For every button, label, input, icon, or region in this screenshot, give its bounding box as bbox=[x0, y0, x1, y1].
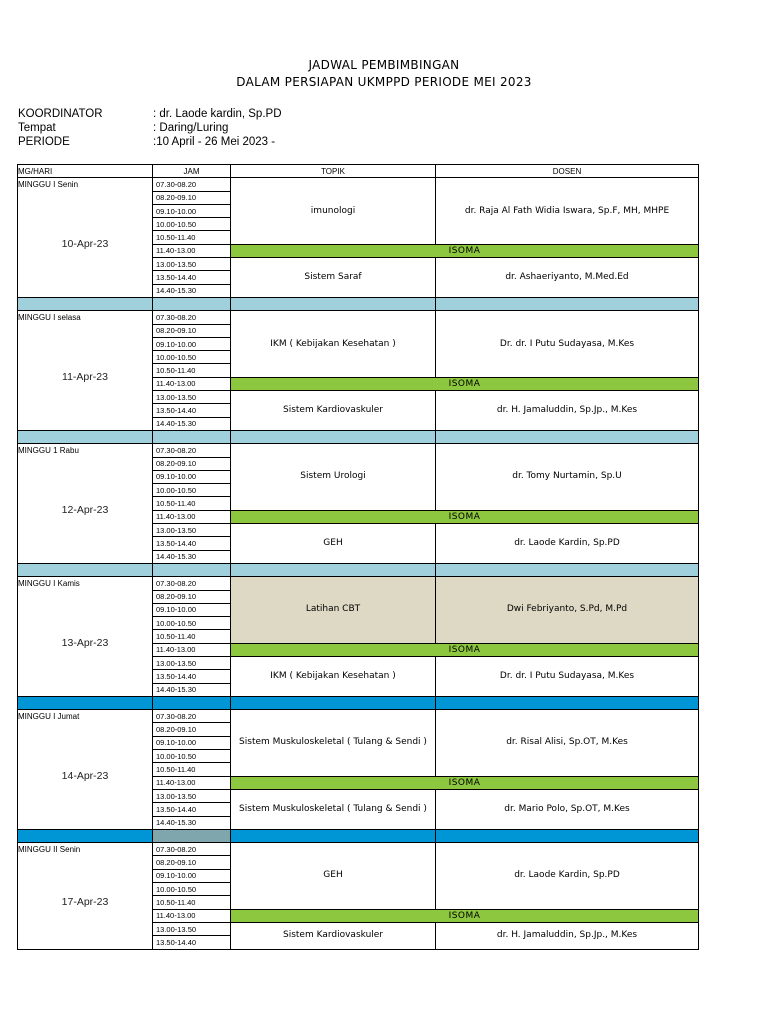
schedule-row bbox=[18, 710, 699, 723]
time-slot: 13.50-14.40 bbox=[153, 271, 231, 284]
time-slot: 13.00-13.50 bbox=[153, 524, 231, 537]
time-slot: 08.20-09.10 bbox=[153, 723, 231, 736]
separator-cell bbox=[436, 297, 699, 310]
time-slot: 14.40-15.30 bbox=[153, 683, 231, 696]
separator-cell bbox=[153, 297, 231, 310]
time-slot: 08.20-09.10 bbox=[153, 856, 231, 869]
day-separator-row bbox=[18, 563, 699, 576]
time-slot: 07.30-08.20 bbox=[153, 444, 231, 457]
time-slot: 13.00-13.50 bbox=[153, 258, 231, 271]
col-header-jam: JAM bbox=[153, 165, 231, 178]
lecturer-cell: dr. Ashaeriyanto, M.Med.Ed bbox=[436, 258, 699, 298]
time-slot: 09.10-10.00 bbox=[153, 470, 231, 483]
lecturer-cell: dr. H. Jamaluddin, Sp.Jp., M.Kes bbox=[436, 391, 699, 431]
time-slot: 07.30-08.20 bbox=[153, 843, 231, 856]
separator-cell bbox=[436, 829, 699, 842]
separator-cell bbox=[18, 297, 153, 310]
table-header-row bbox=[18, 165, 699, 178]
isoma-break: ISOMA bbox=[231, 510, 699, 523]
topic-cell: imunologi bbox=[231, 178, 436, 244]
schedule-row bbox=[18, 843, 699, 856]
time-slot: 14.40-15.30 bbox=[153, 816, 231, 829]
separator-cell bbox=[436, 563, 699, 576]
time-slot: 11.40-13.00 bbox=[153, 244, 231, 257]
time-slot: 09.10-10.00 bbox=[153, 204, 231, 217]
time-slot: 13.00-13.50 bbox=[153, 922, 231, 935]
info-value: : Daring/Luring bbox=[153, 122, 229, 134]
time-slot: 07.30-08.20 bbox=[153, 178, 231, 191]
separator-cell bbox=[153, 563, 231, 576]
topic-cell: Sistem Urologi bbox=[231, 444, 436, 510]
time-slot: 11.40-13.00 bbox=[153, 643, 231, 656]
time-slot: 13.00-13.50 bbox=[153, 789, 231, 802]
day-label: MINGGU II Senin bbox=[18, 843, 153, 856]
day-separator-row bbox=[18, 297, 699, 310]
day-date: 17-Apr-23 bbox=[18, 856, 153, 949]
day-label: MINGGU I Jumat bbox=[18, 710, 153, 723]
lecturer-cell: Dr. dr. I Putu Sudayasa, M.Kes bbox=[436, 656, 699, 696]
day-separator-row bbox=[18, 430, 699, 443]
schedule-row bbox=[18, 444, 699, 457]
topic-cell: IKM ( Kebijakan Kesehatan ) bbox=[231, 656, 436, 696]
separator-cell bbox=[153, 829, 231, 842]
lecturer-cell: dr. Mario Polo, Sp.OT, M.Kes bbox=[436, 789, 699, 829]
col-header-dosen: DOSEN bbox=[436, 165, 699, 178]
topic-cell: Sistem Saraf bbox=[231, 258, 436, 298]
day-date: 10-Apr-23 bbox=[18, 191, 153, 297]
isoma-break: ISOMA bbox=[231, 776, 699, 789]
info-tempat bbox=[18, 122, 228, 134]
time-slot: 10.50-11.40 bbox=[153, 896, 231, 909]
time-slot: 10.00-10.50 bbox=[153, 484, 231, 497]
separator-cell bbox=[231, 297, 436, 310]
separator-cell bbox=[436, 696, 699, 709]
info-value: :10 April - 26 Mei 2023 - bbox=[153, 136, 276, 148]
day-separator-row bbox=[18, 696, 699, 709]
time-slot: 08.20-09.10 bbox=[153, 324, 231, 337]
lecturer-cell: dr. Laode Kardin, Sp.PD bbox=[436, 524, 699, 564]
time-slot: 10.00-10.50 bbox=[153, 617, 231, 630]
time-slot: 13.50-14.40 bbox=[153, 404, 231, 417]
document-title: JADWAL PEMBIMBINGAN bbox=[308, 58, 460, 72]
schedule-table bbox=[17, 164, 699, 950]
time-slot: 10.00-10.50 bbox=[153, 883, 231, 896]
time-slot: 13.00-13.50 bbox=[153, 656, 231, 669]
separator-cell bbox=[231, 696, 436, 709]
time-slot: 11.40-13.00 bbox=[153, 377, 231, 390]
schedule-row bbox=[18, 311, 699, 324]
lecturer-cell: dr. Raja Al Fath Widia Iswara, Sp.F, MH, MHPE bbox=[436, 178, 699, 244]
day-label: MINGGU I Kamis bbox=[18, 577, 153, 590]
time-slot: 13.50-14.40 bbox=[153, 670, 231, 683]
time-slot: 13.00-13.50 bbox=[153, 391, 231, 404]
time-slot: 09.10-10.00 bbox=[153, 869, 231, 882]
day-date: 11-Apr-23 bbox=[18, 324, 153, 430]
lecturer-cell: dr. H. Jamaluddin, Sp.Jp., M.Kes bbox=[436, 922, 699, 949]
time-slot: 07.30-08.20 bbox=[153, 311, 231, 324]
separator-cell bbox=[436, 430, 699, 443]
time-slot: 07.30-08.20 bbox=[153, 577, 231, 590]
time-slot: 08.20-09.10 bbox=[153, 191, 231, 204]
day-date: 14-Apr-23 bbox=[18, 723, 153, 829]
time-slot: 10.00-10.50 bbox=[153, 218, 231, 231]
lecturer-cell: Dwi Febriyanto, S.Pd, M.Pd bbox=[436, 577, 699, 643]
time-slot: 10.50-11.40 bbox=[153, 364, 231, 377]
time-slot: 10.50-11.40 bbox=[153, 231, 231, 244]
time-slot: 07.30-08.20 bbox=[153, 710, 231, 723]
time-slot: 10.50-11.40 bbox=[153, 763, 231, 776]
time-slot: 08.20-09.10 bbox=[153, 590, 231, 603]
topic-cell: Sistem Kardiovaskuler bbox=[231, 391, 436, 431]
lecturer-cell: dr. Tomy Nurtamin, Sp.U bbox=[436, 444, 699, 510]
separator-cell bbox=[18, 430, 153, 443]
separator-cell bbox=[18, 829, 153, 842]
separator-cell bbox=[153, 430, 231, 443]
isoma-break: ISOMA bbox=[231, 643, 699, 656]
topic-cell: GEH bbox=[231, 843, 436, 909]
separator-cell bbox=[153, 696, 231, 709]
topic-cell: Sistem Muskuloskeletal ( Tulang & Sendi ) bbox=[231, 789, 436, 829]
time-slot: 08.20-09.10 bbox=[153, 457, 231, 470]
info-koordinator bbox=[18, 108, 282, 120]
isoma-break: ISOMA bbox=[231, 909, 699, 922]
schedule-row bbox=[18, 178, 699, 191]
separator-cell bbox=[231, 563, 436, 576]
lecturer-cell: dr. Laode Kardin, Sp.PD bbox=[436, 843, 699, 909]
time-slot: 09.10-10.00 bbox=[153, 736, 231, 749]
time-slot: 10.00-10.50 bbox=[153, 750, 231, 763]
day-date: 12-Apr-23 bbox=[18, 457, 153, 563]
day-label: MINGGU I selasa bbox=[18, 311, 153, 324]
isoma-break: ISOMA bbox=[231, 244, 699, 257]
day-label: MINGGU I Senin bbox=[18, 178, 153, 191]
lecturer-cell: dr. Risal Alisi, Sp.OT, M.Kes bbox=[436, 710, 699, 776]
document-subtitle: DALAM PERSIAPAN UKMPPD PERIODE MEI 2023 bbox=[236, 75, 532, 89]
day-label: MINGGU 1 Rabu bbox=[18, 444, 153, 457]
separator-cell bbox=[231, 430, 436, 443]
time-slot: 09.10-10.00 bbox=[153, 337, 231, 350]
time-slot: 14.40-15.30 bbox=[153, 550, 231, 563]
info-label: Tempat bbox=[18, 122, 56, 134]
time-slot: 09.10-10.00 bbox=[153, 603, 231, 616]
info-label: KOORDINATOR bbox=[18, 108, 103, 120]
time-slot: 10.50-11.40 bbox=[153, 497, 231, 510]
time-slot: 11.40-13.00 bbox=[153, 776, 231, 789]
info-label: PERIODE bbox=[18, 136, 70, 148]
time-slot: 11.40-13.00 bbox=[153, 510, 231, 523]
time-slot: 13.50-14.40 bbox=[153, 936, 231, 949]
time-slot: 10.50-11.40 bbox=[153, 630, 231, 643]
separator-cell bbox=[231, 829, 436, 842]
info-periode bbox=[18, 136, 275, 148]
day-separator-row bbox=[18, 829, 699, 842]
topic-cell: GEH bbox=[231, 524, 436, 564]
schedule-row bbox=[18, 577, 699, 590]
time-slot: 10.00-10.50 bbox=[153, 351, 231, 364]
lecturer-cell: Dr. dr. I Putu Sudayasa, M.Kes bbox=[436, 311, 699, 377]
info-value: : dr. Laode kardin, Sp.PD bbox=[153, 108, 282, 120]
separator-cell bbox=[18, 696, 153, 709]
time-slot: 14.40-15.30 bbox=[153, 417, 231, 430]
time-slot: 11.40-13.00 bbox=[153, 909, 231, 922]
topic-cell: Sistem Kardiovaskuler bbox=[231, 922, 436, 949]
topic-cell: Sistem Muskuloskeletal ( Tulang & Sendi ) bbox=[231, 710, 436, 776]
topic-cell: Latihan CBT bbox=[231, 577, 436, 643]
topic-cell: IKM ( Kebijakan Kesehatan ) bbox=[231, 311, 436, 377]
time-slot: 14.40-15.30 bbox=[153, 284, 231, 297]
isoma-break: ISOMA bbox=[231, 377, 699, 390]
day-date: 13-Apr-23 bbox=[18, 590, 153, 696]
col-header-topik: TOPIK bbox=[231, 165, 436, 178]
col-header-mg: MG/HARI bbox=[18, 165, 153, 178]
separator-cell bbox=[18, 563, 153, 576]
time-slot: 13.50-14.40 bbox=[153, 803, 231, 816]
time-slot: 13.50-14.40 bbox=[153, 537, 231, 550]
